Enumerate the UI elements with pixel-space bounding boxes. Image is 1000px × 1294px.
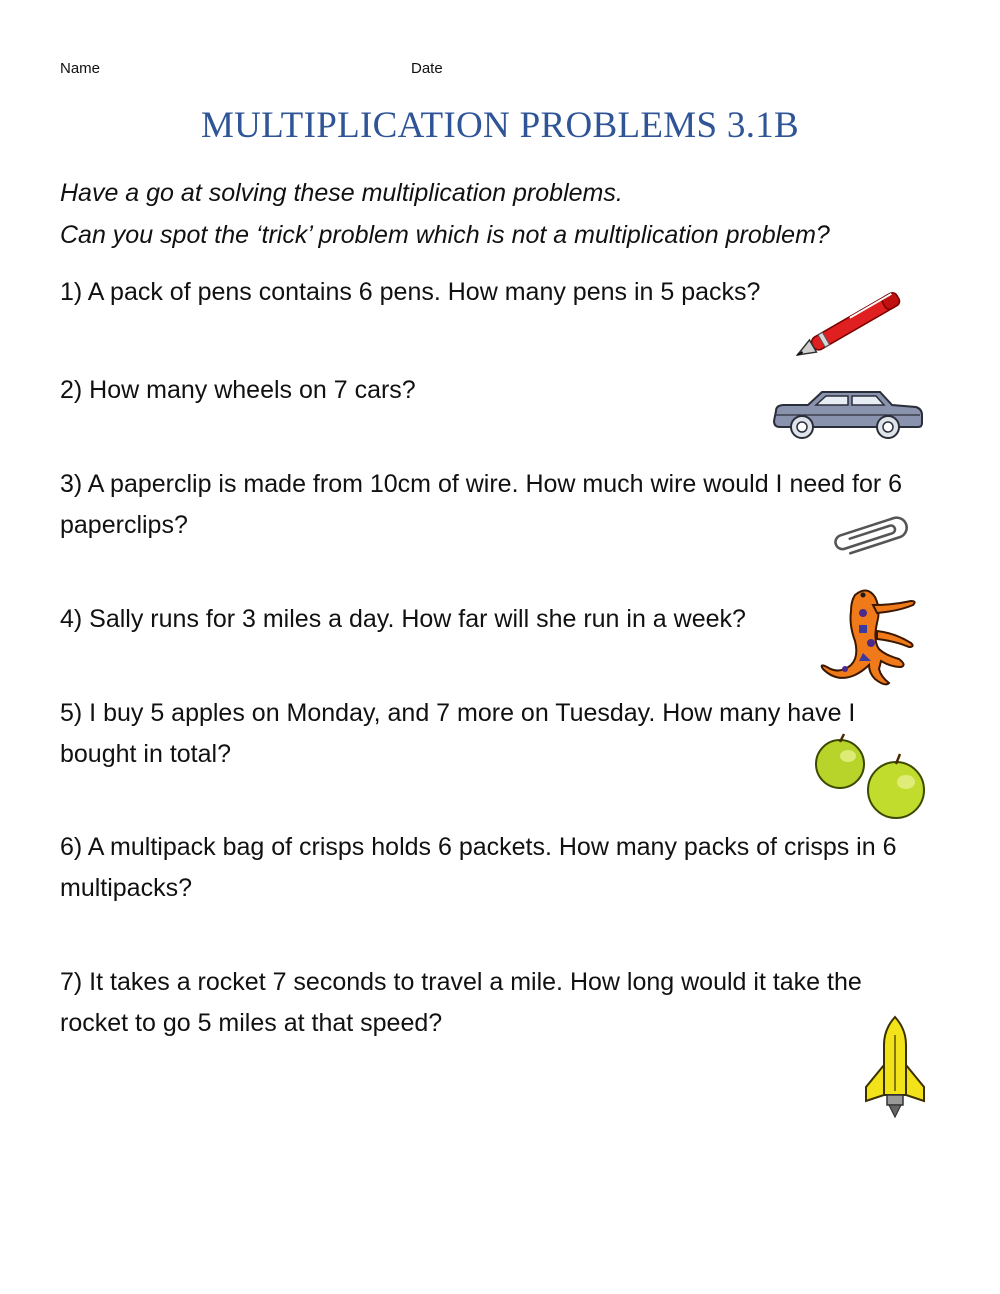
date-label: Date: [411, 60, 443, 77]
apples-icon: [810, 732, 932, 822]
intro-line-1: Have a go at solving these multiplication problems.: [60, 179, 623, 207]
intro-line-2: Can you spot the ‘trick’ problem which is not a multiplication problem?: [60, 221, 830, 249]
rocket-icon: [862, 1015, 928, 1121]
problem-1: 1) A pack of pens contains 6 pens. How many pens in 5 packs?: [60, 278, 761, 306]
problem-2: 2) How many wheels on 7 cars?: [60, 376, 416, 404]
problem-5: 5) I buy 5 apples on Monday, and 7 more on Tuesday. How many have I bought in total?: [60, 699, 856, 768]
pen-icon: [792, 280, 924, 360]
lizard-icon: [815, 583, 925, 691]
problem-4: 4) Sally runs for 3 miles a day. How far will she run in a week?: [60, 605, 746, 633]
page-title: MULTIPLICATION PROBLEMS 3.1B: [200, 105, 800, 146]
problem-6: 6) A multipack bag of crisps holds 6 packets. How many packs of crisps in 6 multipacks?: [60, 833, 897, 902]
name-label: Name: [60, 60, 101, 77]
problem-3: 3) A paperclip is made from 10cm of wire. How much wire would I need for 6 paperclips?: [60, 470, 903, 539]
problem-7: 7) It takes a rocket 7 seconds to travel a mile. How long would it take the rocket to go 5 miles at that speed?: [60, 968, 862, 1037]
car-icon: [770, 385, 926, 441]
paperclip-icon: [826, 512, 916, 560]
